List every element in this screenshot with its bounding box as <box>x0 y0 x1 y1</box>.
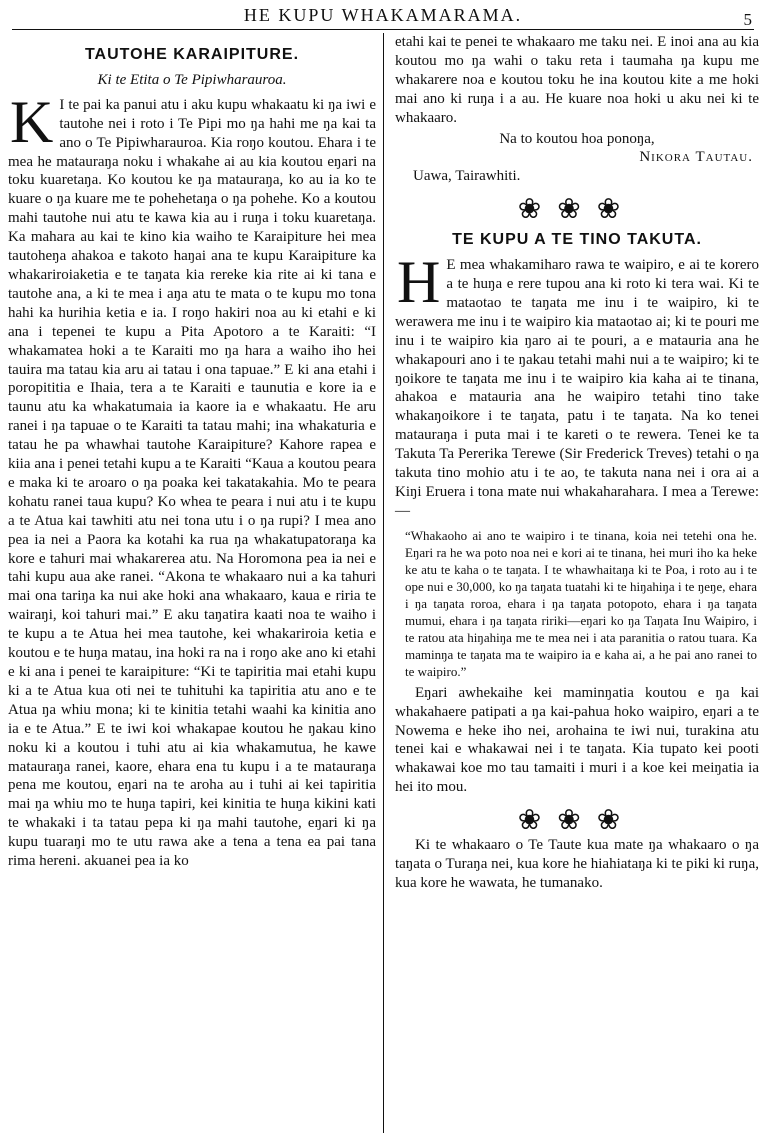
running-title: HE KUPU WHAKAMARAMA. <box>243 5 523 25</box>
left-article-byline: Ki te Etita o Te Pipiwharauroa. <box>97 71 287 88</box>
right-body-text-3: Ki te whakaaro o Te Taute kua mate ŋa whakaaro o ŋa taŋata o Turaŋa nei, kua kore he hiahiataŋa ki te piki ki ruŋa, kua kore he wawata, he tumanako. <box>395 837 759 891</box>
letter-closing: Na to koutou hoa ponoŋa, <box>499 130 655 147</box>
left-article-heading: TAUTOHE KARAIPITURE. <box>84 46 300 63</box>
left-column <box>8 36 376 871</box>
page-header <box>0 0 766 30</box>
letter-continuation: etahi kai te penei te whakaaro me taku nei. E inoi ana au kia koutou mo ŋa wahi o taku reta i taumaha ŋa kupu me whakarere noa e koutou toku he ina koutou kite a me hoki mai ano ki ruŋa i a au. He kuare noa hoki u aku nei ki te whakaaro. <box>395 34 759 126</box>
flower-ornament-icon: ❀❀❀ <box>517 192 637 226</box>
right-body-text-2: Eŋari awhekaihe kei maminŋatia koutou e ŋa kai whakahaere patipati a ŋa kai-pahua hoko waipiro, eŋari a te Nowema e heke iho nei, arohaina te iwi nui, turakina atu tenei kai e whakawai nei i te taŋata. Kia tupato kei pooti whakawai koe mo tau tamaiti i muri i a koe kei meiŋatia ia hei ito mou. <box>395 684 759 796</box>
column-divider <box>383 33 384 1133</box>
right-article-body <box>395 249 759 521</box>
letter-signature: Nikora Tautau. <box>639 149 753 166</box>
flower-ornament-icon: ❀❀❀ <box>517 803 637 837</box>
left-dropcap: K <box>10 88 54 155</box>
letter-place: Uawa, Tairawhiti. <box>413 168 521 185</box>
header-rule <box>12 29 754 30</box>
right-dropcap: H <box>397 249 441 316</box>
page-number: 5 <box>743 10 752 29</box>
treves-quote: “Whakaoho ai ano te waipiro i te tinana, koia nei tetehi ona he. Eŋari ra he wa poto noa nei e kori ai te tinana, hei muri iho ka heke ke atu te kaha o te taŋata. I te whawhaitaŋa ki te Poa, i roto au i te ope nui e 30,000, ko ŋa taŋata tuatahi ki te hiŋahiŋa i te ŋeŋe, ehara i ŋa taŋata roroa, ehara i ŋa taŋata potopoto, ehara i ŋa taŋata mumui, ehara i ŋa taŋata ririki—eŋari ko ŋa Taŋata Inu Waipiro, i te ratou ata hiŋahiŋa me te mea nei i ata paranitia o ratou tuara. Ka maminŋa te taŋata ma te waipiro ia e kaha ai, a he pai ano ranei to te waipiro.” <box>405 527 757 679</box>
left-article-body <box>8 88 376 871</box>
right-article-heading: TE KUPU A TE TINO TAKUTA. <box>452 231 702 249</box>
right-column <box>395 33 759 893</box>
right-body-text-1: E mea whakamiharo rawa te waipiro, e ai te korero a te huŋa e rere tupou ana ki roto ki tera wai. Ki te mataotao te taŋata me inu i te waipiro, ki te werawera me inu i te waipiro kia mataotao ai; ki te pouri me inu i te waipiro kia ŋaro ai te pouri, a e matauria ana he whakapouri ano i te ŋakau tetahi mahi nui a te waipiro; ki te ŋoikore te taŋata me inu i te waipiro kia kaha ai te tinana, ahakoa e matauria ana he waipiro tetahi tino take whakaŋoikore i te taŋata, patu i te taŋata. Na ko tenei matauraŋa i puta mai i te kareti o te rewera. Tenei ke ta Takuta Ta Pererika Terewe (Sir Frederick Treves) tetahi o ŋa takuta tino mohio atu i te ao, te takuta nana nei i ora ai a Kiŋi Eruera i tona mate nui whakaharahara. I mea a Terewe:— <box>395 257 759 519</box>
left-body-text: I te pai ka panui atu i aku kupu whakaatu ki ŋa iwi e tautohe nei i roto i Te Pipi mo ŋa hahi me ŋa kai ta ano o Te Pipiwharauroa. Kia roŋo koutou. Ehara i te mea he matauraŋa noku i whakahe ai au kia koutou eŋari na toku kuaretaŋa. Ko koutou ke ŋa matauraŋa, ko au ia ko te kuare o ŋa kuare me te pohehetaŋa o ŋa pohehe. Ko a koutou mahi tautohe nui atu te kawa kia au i ruŋa i toku kuaretaŋa. Ka mahara au kai te kino kia waiho te Karaipiture hei mea tautoheŋa ahakoa e takoto haŋai ana te kupu Karaipiture ka whakariroiaketia e te taŋata kia rereke kia rite ai ki tana e tautohe ana, a ki te mea i aŋa atu te mata o te kupu mo tona hahi ka hurihia ketia e ia. I roŋo hakiri noa au ki etahi e ki ana i tepenei te kupu a Pita Apotoro a te Karaiti: “I whakamatea hoki a te Karaiti mo ŋa hara a waiho iho hei tauira ma tatau kia aru ai tatau i ona tapuae.” E ki ana etahi i poropititia e Ihaia, tera a te Karaiti e taunutia e kore ia e taunu atu ka whakatumaia ia kaore ia e whakaatu. He aru ranei i ŋa tapuae o te Karaiti ta tatau mahi; ina whakaturia e tatau he pa whawhai tautohe Karaipiture? Kahore rapea e kiia ana i penei tetahi kupu a te Karaiti “Kaua a koutou peara e maka ki te aroaro o ŋa poaka kei takatakahia. Mo te peara kohatu ranei taua kupu? Ko whea te peara i nui atu i te kupu a te Atua kai tawhiti atu nei tona utu i o ŋa rupi? I mea ano pea ia nei a Paora ka kotahi ka rua ŋa whakatupatoraŋa ka kore e tahuri mai whakarerea atu. Na Horomona pea ia nei e tahi kupu aua ake ranei. “Akona te whakaaro nui a ka tahuri mai ona tariŋa ka nui ake hoki ana whakaaro, kaua e riria te wairaŋi, koi tahuri mai.” E aku taŋatira kaati noa te waiho i te kupu a te Atua hei mea tautohe, kei whakariroia ketia e koutou e te huŋa matau, ina hoki ra na i roŋo ake ano ki etahi e ki ana i penei te karaipiture: “Ki te tapiritia mai etahi kupu ki a te Atua kua oti nei te tuhituhi ka tapiritia atu ano e te Atua ŋa whiu mona; ki te kinitia tetahi waahi ka kinitia ano ia e te Atua.” E te iwi koi whakapae koutou he ŋakau kino noku ki a koutou i tuhi atu ai kia whakamutua, he kawe matauraŋa ranei, kaore, ehara ena tu kupu i a te matauraŋa pena me koutou, eŋari na te aroha au i tuhi ai kei tapiritia mai ŋa whiu mo te huŋa tapiri, kei kinitia te huŋa kikini kati te whakaki i ta tatau pepa ki ŋa mahi tautohe, eŋari ki ŋa kupu tuaraŋi mo te utu rawa ake a tena a tena ea pai tana rima hereni. akuanei pea ia ko <box>8 96 376 870</box>
